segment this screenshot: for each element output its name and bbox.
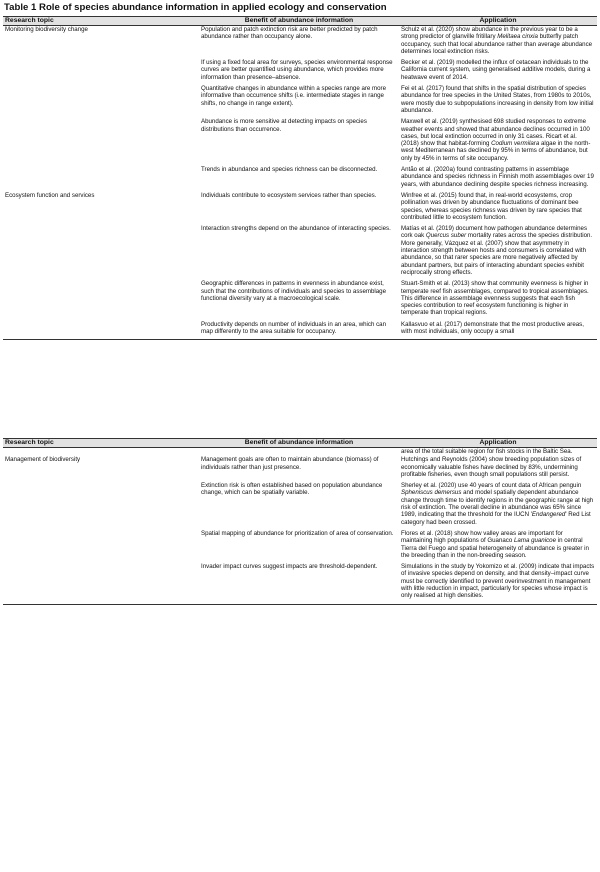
research-topic-cell bbox=[3, 321, 199, 340]
benefit-cell: Geographic differences in patterns in evenness in abundance exist, such that the contributions of individuals and species to assemblage functional diversity vary at a macroecological scale. bbox=[201, 280, 387, 302]
application-text: Fei et al. (2017) found that shifts in the spatial distribution of species abundance for tree species in the United States, from 1980s to 2010s, were mostly due to subpopulations increasing in density from low initial abundance. bbox=[401, 85, 594, 114]
application-text: Becker et al. (2019) modelled the influx of cetacean individuals to the California current system, using generalised additive models, during a heatwave event of 2014. bbox=[401, 59, 591, 81]
header-benefit: Benefit of abundance information bbox=[199, 17, 399, 26]
application-cell bbox=[399, 530, 597, 563]
abundance-table-part-2 bbox=[3, 438, 597, 605]
benefit-cell: Interaction strengths depend on the abundance of interacting species. bbox=[201, 225, 391, 233]
application-cell bbox=[399, 85, 597, 118]
application-text: in central Tierra del Fuego and spatial heterogeneity of abundance is greater in the breeding than in the non-breeding season. bbox=[401, 537, 589, 559]
continuation-row bbox=[3, 448, 597, 457]
application-text: mortality rates across the species distribution. More generally, Vázquez et al. (2007) show that asymmetry in interaction strength between hosts and consumers is correlated with abundance, so that rarer species are more negatively affected by abundant partners, but pairs of interacting abundant species exhibit reciprocally strong effects. bbox=[401, 232, 593, 276]
application-cell bbox=[399, 26, 597, 60]
table-row bbox=[3, 192, 597, 225]
benefit-cell: Individuals contribute to ecosystem services rather than species. bbox=[201, 191, 377, 199]
application-text: Maxwell et al. (2019) synthesised 698 studied responses to extreme weather events and showed that abundance declines occurred in 100 cases, but local extinction occurred in only 31 cases. Ricart et al. (2018) show that habitat-forming bbox=[401, 118, 590, 148]
benefit-cell: Productivity depends on number of individuals in an area, which can map differently to the area suitable for occupancy. bbox=[199, 321, 399, 340]
application-italic-text: Codium vermilara bbox=[491, 140, 540, 148]
table-row bbox=[3, 166, 597, 192]
research-topic-cell bbox=[3, 563, 199, 604]
application-text: algae in the north-west Mediterranean has declined by 95% in terms of abundance, but only by 45% in terms of site occupancy. bbox=[401, 140, 591, 162]
benefit-cell: Extinction risk is often established based on population abundance change, which can be spatially variable. bbox=[201, 482, 383, 497]
header-research-topic: Research topic bbox=[3, 439, 199, 448]
research-topic-cell bbox=[3, 280, 199, 320]
application-text: Stuart-Smith et al. (2013) show that community evenness is higher in temperate reef fish assemblages, compared to tropical assemblages. This difference in assemblage evenness suggests that each fish species contribution to reef ecosystem functioning is higher in temperate than tropical regions. bbox=[401, 280, 589, 317]
header-application: Application bbox=[399, 17, 597, 26]
table-row bbox=[3, 59, 597, 85]
abundance-table-part-1 bbox=[3, 16, 597, 340]
application-text: Hutchings and Reynolds (2004) show breeding population sizes of economically valuable fishes have declined by 83%, undermining profitable fisheries, even though small populations still persist. bbox=[401, 456, 582, 478]
application-cell bbox=[399, 192, 597, 225]
application-cell bbox=[399, 118, 597, 166]
application-cell bbox=[399, 59, 597, 85]
table-row bbox=[3, 563, 597, 604]
table-header-row bbox=[3, 439, 597, 448]
benefit-cell: Trends in abundance and species richness can be disconnected. bbox=[201, 166, 378, 174]
application-italic-text: Endangered bbox=[531, 511, 566, 519]
application-cell bbox=[399, 321, 597, 340]
application-text: ' Red List category had been crossed. bbox=[401, 511, 591, 526]
application-italic-text: Spheniscus demersus bbox=[401, 489, 462, 497]
application-cell bbox=[399, 166, 597, 192]
table-row bbox=[3, 26, 597, 60]
application-text: Matías et al. (2019) document how pathogen abundance determines cork oak bbox=[401, 225, 588, 240]
benefit-cell: Quantitative changes in abundance within a species range are more informative than occurrence shifts (i.e. intermediate stages in range shifts, no change in range extent). bbox=[201, 85, 387, 107]
research-topic-cell bbox=[3, 530, 199, 563]
research-topic-cell bbox=[3, 166, 199, 192]
application-text: Flores et al. (2018) show how valley areas are important for maintaining high populations of Guanaco bbox=[401, 529, 563, 545]
application-cell bbox=[399, 456, 597, 482]
application-cell bbox=[399, 563, 597, 604]
application-italic-text: Lama guanicoe bbox=[514, 537, 556, 545]
benefit-cell: Population and patch extinction risk are better predicted by patch abundance rather than occupancy alone. bbox=[201, 26, 378, 41]
table-row bbox=[3, 118, 597, 166]
application-text: Kallasvuo et al. (2017) demonstrate that the most productive areas, with most individuals, only occupy a small bbox=[401, 320, 584, 335]
benefit-cell: If using a fixed focal area for surveys, species environmental response curves are better quantified using abundance, which provides more information than presence–absence. bbox=[201, 59, 393, 81]
table-header-row bbox=[3, 17, 597, 26]
application-text: and model spatially dependent abundance change through time to identify regions in the geographic range at high risk of extinction. The overall decline in abundance was 65% since 1989, indicating that the threshold for the IUCN ' bbox=[401, 489, 594, 519]
table-row bbox=[3, 530, 597, 563]
application-cell bbox=[399, 280, 597, 320]
table-row bbox=[3, 85, 597, 118]
research-topic-cell: Management of biodiversity bbox=[5, 456, 81, 464]
table-title: Table 1 Role of species abundance information in applied ecology and conservation bbox=[4, 2, 387, 13]
header-research-topic: Research topic bbox=[3, 17, 199, 26]
application-text: Antão et al. (2020a) found contrasting patterns in assemblage abundance and species richness in Finnish moth assemblages over 19 years, with abundance declining despite species richness increasing. bbox=[401, 166, 594, 188]
table-row bbox=[3, 280, 597, 320]
benefit-cell: Invader impact curves suggest impacts are threshold-dependent. bbox=[199, 563, 399, 604]
research-topic-cell bbox=[3, 482, 199, 530]
table-row bbox=[3, 456, 597, 482]
application-text: butterfly patch occupancy, such that local abundance rather than average abundance determines local extinction risks. bbox=[401, 33, 593, 55]
table-row bbox=[3, 321, 597, 340]
research-topic-cell: Ecosystem function and services bbox=[5, 191, 95, 199]
research-topic-cell bbox=[3, 85, 199, 118]
application-cell bbox=[399, 482, 597, 530]
research-topic-cell bbox=[3, 225, 199, 280]
application-cell bbox=[399, 225, 597, 280]
application-text: Simulations in the study by Yokomizo et al. (2009) indicate that impacts of invasive species depend on density, and that density–impact curve must be correctly identified to prevent overinvestment in management with little reduction in impact, particularly for species whose impact is only realised at high densities. bbox=[401, 563, 595, 600]
application-italic-text: Quercus suber bbox=[425, 232, 467, 240]
benefit-cell: Spatial mapping of abundance for prioritization of area of conservation. bbox=[201, 529, 394, 537]
table-row bbox=[3, 225, 597, 280]
application-continuation: area of the total suitable region for fish stocks in the Baltic Sea. bbox=[401, 448, 573, 455]
application-text: Schulz et al. (2020) show abundance in the previous year to be a strong predictor of glanville fritillary bbox=[401, 26, 578, 41]
application-italic-text: Melitaea cinxia bbox=[497, 33, 538, 41]
application-text: Sherley et al. (2020) use 40 years of count data of African penguin bbox=[401, 482, 582, 490]
research-topic-cell bbox=[3, 59, 199, 85]
benefit-cell: Management goals are often to maintain abundance (biomass) of individuals rather than just presence. bbox=[201, 456, 379, 471]
research-topic-cell: Monitoring biodiversity change bbox=[5, 26, 88, 33]
benefit-cell: Abundance is more sensitive at detecting impacts on species distributions than occurrence. bbox=[201, 118, 367, 133]
table-row bbox=[3, 482, 597, 530]
header-application: Application bbox=[399, 439, 597, 448]
application-text: Winfree et al. (2015) found that, in real-world ecosystems, crop pollination was driven by abundance fluctuations of dominant bee species, whereas species richness was driven by rare species that contributed little to ecosystem function. bbox=[401, 191, 582, 221]
research-topic-cell bbox=[3, 118, 199, 166]
header-benefit: Benefit of abundance information bbox=[199, 439, 399, 448]
